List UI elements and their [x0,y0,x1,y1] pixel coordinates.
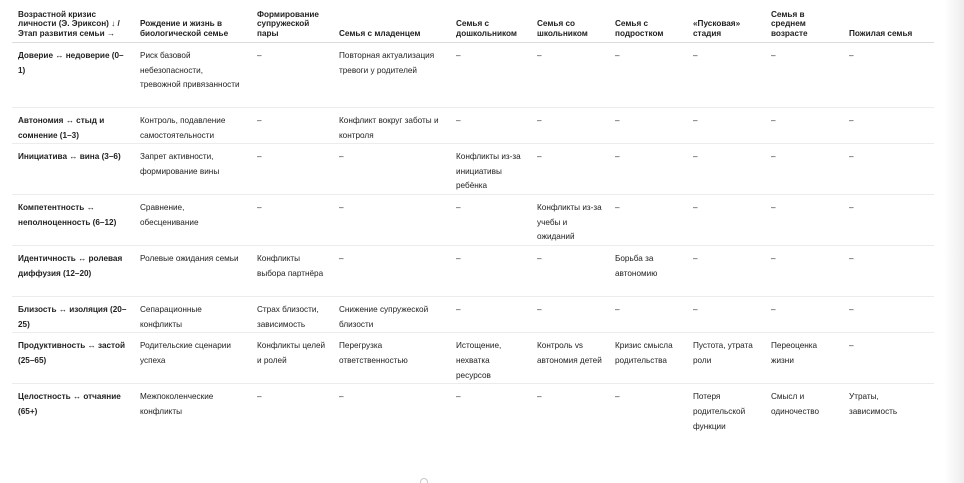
table-row [12,384,934,435]
table-cell: Риск базовой небезопасности, тревожной привязанности [134,43,251,108]
table-cell: Снижение супружеской близости [333,297,450,333]
table-cell: – [531,144,609,195]
table-cell: Межпоколенческие конфликты [140,392,214,416]
table-cell: – [765,246,843,297]
table-row [12,246,934,297]
table-cell: – [687,108,765,144]
table-cell: – [687,297,765,333]
header-cell: Семья с младенцем [333,4,450,43]
table-cell: Смысл и одиночество [771,392,820,416]
table-cell: – [687,144,765,195]
table-cell: – [843,246,934,297]
row-header-cell: Инициатива ↔ вина (3–6) [12,144,134,195]
table-cell: Сравнение, обесценивание [134,195,251,246]
table-cell: – [450,108,531,144]
table-cell: – [609,144,687,195]
row-header-cell: Целостность ↔ отчаяние (65+) [18,392,121,416]
table-cell: Контроль vs автономия детей [531,333,609,384]
table-cell: – [450,246,531,297]
table-cell: – [251,108,333,144]
header-cell: Семья с дошкольником [450,4,531,43]
table-cell: – [843,108,934,144]
table-cell: – [333,195,450,246]
table-cell: Конфликты из-за учебы и ожиданий [531,195,609,246]
table-row [12,144,934,195]
table-cell: – [333,246,450,297]
table-cell: Родительские сценарии успеха [134,333,251,384]
table-cell: – [257,392,262,402]
table-cell: – [339,392,344,402]
table-cell: – [531,246,609,297]
table-cell: – [450,43,531,108]
table-cell: – [615,392,620,402]
table-row [12,195,934,246]
header-cell: Возрастной кризис личности (Э. Эриксон) ↓ / Этап развития семьи → [12,4,134,43]
table-cell: – [450,297,531,333]
header-cell: Пожилая семья [843,4,934,43]
table-cell: – [765,108,843,144]
table-cell: – [843,297,934,333]
table-cell: – [456,392,461,402]
table-cell: – [765,195,843,246]
scroll-indicator[interactable] [420,478,428,483]
header-cell: Семья в среднем возрасте [765,4,843,43]
table-cell: – [537,392,542,402]
table-cell: – [765,43,843,108]
table-cell: Перегрузка ответственностью [333,333,450,384]
table-row [12,297,934,333]
table-cell: Конфликты целей и ролей [251,333,333,384]
row-header-cell: Доверие ↔ недоверие (0–1) [12,43,134,108]
table-cell: Конфликты выбора партнёра [251,246,333,297]
table-cell: – [251,144,333,195]
table-cell: – [687,246,765,297]
table-cell: Контроль, подавление самостоятельности [134,108,251,144]
table-cell: – [333,144,450,195]
table-cell: – [609,195,687,246]
table-cell: Утраты, зависимость [849,392,898,416]
table-cell: Пустота, утрата роли [687,333,765,384]
row-header-cell: Автономия ↔ стыд и сомнение (1–3) [12,108,134,144]
header-cell: Семья с подростком [609,4,687,43]
table-row [12,333,934,384]
table-cell: Страх близости, зависимость [251,297,333,333]
table-row [12,43,934,108]
table-cell: – [531,297,609,333]
table-cell: Потеря родительской функции [693,392,746,431]
table-cell: Конфликт вокруг заботы и контроля [333,108,450,144]
table-cell: – [687,195,765,246]
table-cell: – [609,297,687,333]
table-cell: – [251,195,333,246]
table-cell: – [843,43,934,108]
row-header-cell: Продуктивность ↔ застой (25–65) [12,333,134,384]
table-cell: – [843,144,934,195]
header-cell: Рождение и жизнь в биологической семье [134,4,251,43]
table-cell: Кризис смысла родительства [609,333,687,384]
horizontal-scroll-fade [944,0,964,483]
header-row [12,4,934,43]
table-cell: Запрет активности, формирование вины [134,144,251,195]
table-cell: Конфликты из-за инициативы ребёнка [450,144,531,195]
table-cell: – [843,333,934,384]
table-cell: – [531,108,609,144]
table-cell: – [609,43,687,108]
table-cell: Истощение, нехватка ресурсов [450,333,531,384]
table-row [12,108,934,144]
crisis-family-table [12,4,934,434]
table-cell: Борьба за автономию [609,246,687,297]
table-cell: Переоценка жизни [765,333,843,384]
table-cell: – [531,43,609,108]
table-container [12,4,934,434]
table-cell: – [843,195,934,246]
table-cell: Повторная актуализация тревоги у родителей [333,43,450,108]
header-cell: Семья со школьником [531,4,609,43]
table-cell: – [687,43,765,108]
table-cell: – [765,144,843,195]
table-cell: – [609,108,687,144]
header-cell: Формирование супружеской пары [251,4,333,43]
table-cell: Ролевые ожидания семьи [134,246,251,297]
table-cell: – [765,297,843,333]
table-cell: – [251,43,333,108]
row-header-cell: Близость ↔ изоляция (20–25) [12,297,134,333]
table-cell: – [450,195,531,246]
header-cell: «Пусковая» стадия [687,4,765,43]
table-cell: Сепарационные конфликты [134,297,251,333]
row-header-cell: Идентичность ↔ ролевая диффузия (12–20) [12,246,134,297]
row-header-cell: Компетентность ↔ неполноценность (6–12) [12,195,134,246]
